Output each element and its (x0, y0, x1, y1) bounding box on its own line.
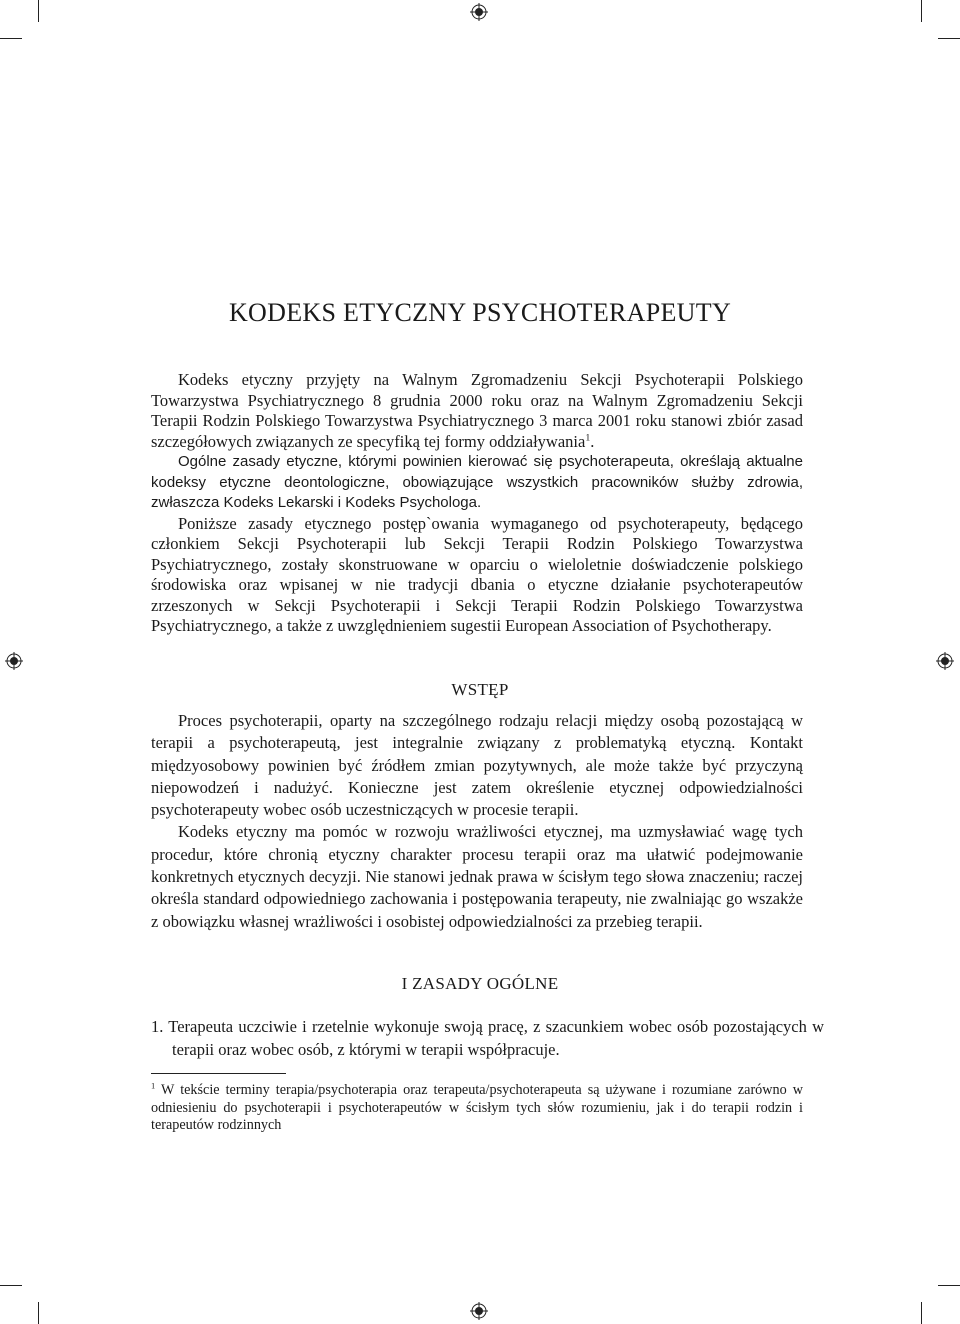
registration-mark-icon (470, 3, 488, 21)
rule-item-1: 1. Terapeuta uczciwie i rzetelnie wykonuje swoją pracę, z szacunkiem wobec osób pozostających w terapii oraz wobec osób, z którymi w terapii współpracuje. (151, 1017, 824, 1059)
wstep-paragraph-1: Proces psychoterapii, oparty na szczególnego rodzaju relacji między osobą pozostającą w terapii a psychoterapeutą, jest integralnie związany z problematyką etyczną. Kontakt międzyosobowy powinien być źródłem zmian pozytywnych, ale może także być przyczyną niepowodzeń i nadużyć. Konieczne jest zatem określenie etycznej odpowiedzialności psychoterapeuty wobec osób uczestniczących w procesie terapii. (151, 711, 803, 820)
intro-paragraph-1-text: Kodeks etyczny przyjęty na Walnym Zgromadzeniu Sekcji Psychoterapii Polskiego Towarzystwa Psychiatrycznego 8 grudnia 2000 roku oraz na Walnym Zgromadzeniu Sekcji Terapii Rodzin Polskiego Towarzystwa Psychiatrycznego 3 marca 2001 roku stanowi zbiór zasad szczegółowych związanych ze specyfiką tej formy oddziaływania (151, 370, 803, 451)
footnote-text: W tekście terminy terapia/psychoterapia oraz terapeuta/psychoterapeuta są używane i rozumiane zarówno w odniesieniu do psychoterapii i psychoterapeutów w ścisłym tych słów rozumieniu, jak i do terapii rodzin i terapeutów rodzinnych (151, 1082, 803, 1133)
crop-mark-top-right (921, 0, 922, 22)
footnote-separator (151, 1073, 286, 1074)
registration-mark-icon (936, 652, 954, 670)
crop-mark-bottom-left (38, 1302, 39, 1324)
intro-paragraph-1-end: . (590, 431, 595, 451)
registration-mark-icon (470, 1302, 488, 1320)
crop-mark-bottom-right (921, 1302, 922, 1324)
intro-section (151, 370, 803, 637)
intro-paragraph-3: Poniższe zasady etycznego postęp`owania wymaganego od psychoterapeuty, będącego członkiem Sekcji Psychoterapii lub Sekcji Terapii Rodzin Polskiego Towarzystwa Psychiatrycznego, zostały skonstruowane w oparciu o wieloletnie doświadczenie polskiego środowiska oraz wpisanej w nie tradycji dbania o etyczne działanie psychoterapeutów zrzeszonych w Sekcji Psychoterapii i Sekcji Terapii Rodzin Polskiego Towarzystwa Psychiatrycznego, a także z uwzględnieniem sugestii European Association of Psychotherapy. (151, 513, 803, 635)
registration-mark-icon (5, 652, 23, 670)
section-heading-wstep: WSTĘP (451, 680, 509, 699)
page-title: KODEKS ETYCZNY PSYCHOTERAPEUTY (228, 298, 732, 327)
intro-paragraph-1 (151, 370, 803, 452)
crop-mark-top-left (38, 0, 39, 22)
crop-mark-bottom-left-h (0, 1285, 22, 1286)
crop-mark-bottom-right-h (938, 1285, 960, 1286)
crop-mark-top-left-h (0, 38, 22, 39)
wstep-section (151, 710, 803, 933)
footnote-reference: 1 (585, 432, 591, 443)
footnote (151, 1082, 803, 1135)
intro-paragraph-2: Ogólne zasady etyczne, którymi powinien kierować się psychoterapeuta, określają aktualne kodeksy etyczne deontologiczne, obowiązujące wszystkich pracowników służby zdrowia, zwłaszcza Kodeks Lekarski i Kodeks Psychologa. (151, 453, 803, 511)
wstep-paragraph-2: Kodeks etyczny ma pomóc w rozwoju wrażliwości etycznej, ma uzmysławiać wagę tych procedur, które chronią etyczny charakter procesu terapii oraz ma ułatwić podejmowanie konkretnych etycznych decyzji. Nie stanowi jednak prawa w ścisłym tego słowa znaczeniu; raczej określa standard odpowiedniego zachowania i postępowania terapeuty, nie zwalniając go wszakże z obowiązku własnej wrażliwości i osobistej odpowiedzialności za przebieg terapii. (151, 822, 803, 931)
section-heading-zasady: I ZASADY OGÓLNE (401, 974, 559, 993)
crop-mark-top-right-h (938, 38, 960, 39)
footnote-marker: 1 (151, 1080, 156, 1091)
